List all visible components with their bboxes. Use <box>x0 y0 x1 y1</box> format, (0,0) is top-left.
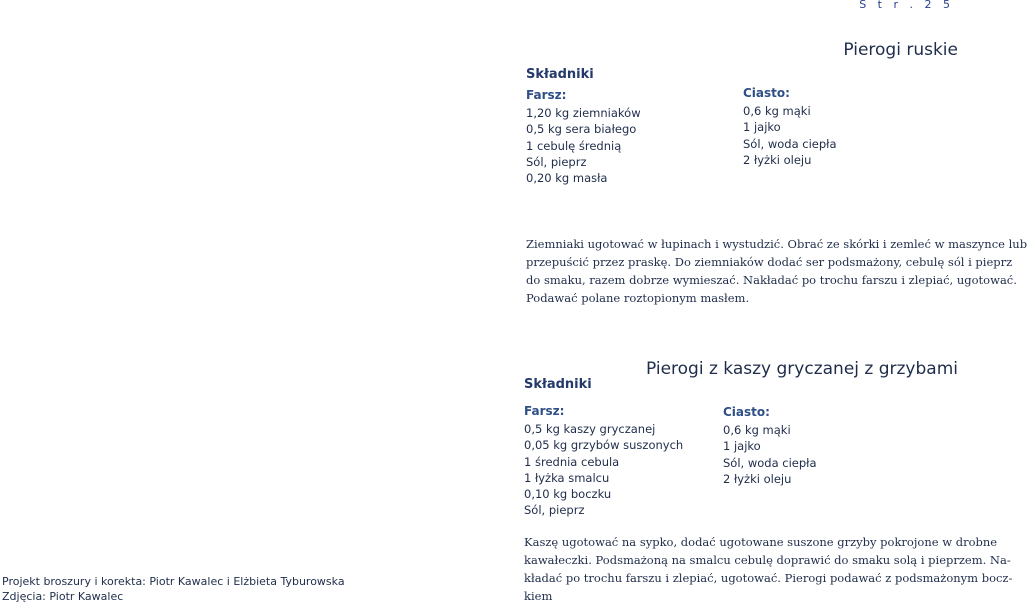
recipe-1-dough-heading: Ciasto: <box>743 86 790 100</box>
recipe-2-filling-heading: Farsz: <box>524 404 565 418</box>
list-item: 2 łyżki oleju <box>743 152 812 167</box>
list-item: 0,6 kg mąki <box>723 423 791 437</box>
list-item: Sól, pieprz <box>524 503 585 518</box>
list-item: 0,20 kg masła <box>526 171 608 186</box>
recipe-1-dough-list <box>743 103 837 168</box>
list-item: 1 łyżka smalcu <box>524 470 610 485</box>
recipe-2-dough-heading: Ciasto: <box>723 405 770 419</box>
recipe-1-filling-heading: Farsz: <box>526 88 567 102</box>
credits <box>2 575 345 604</box>
list-item: 0,5 kg kaszy gryczanej <box>524 422 656 436</box>
credits-photos: Zdjęcia: Piotr Kawalec <box>2 589 124 603</box>
method-line: kiem <box>524 589 553 603</box>
list-item: 0,05 kg grzybów suszonych <box>524 438 684 453</box>
list-item: Sól, woda ciepła <box>723 455 817 470</box>
list-item: 0,5 kg sera białego <box>526 122 637 137</box>
method-line: do smaku, razem dobrze wymieszać. Nakładać po trochu farszu i zlepiać, ugotować. <box>526 273 1017 287</box>
list-item: Sól, woda ciepła <box>743 136 837 151</box>
list-item: 2 łyżki oleju <box>723 471 792 486</box>
list-item: 1,20 kg ziemniaków <box>526 106 641 120</box>
page-number: S t r . 2 5 <box>859 0 954 11</box>
recipe-1-filling-list <box>526 105 641 186</box>
list-item: 0,10 kg boczku <box>524 487 612 502</box>
list-item: Sól, pieprz <box>526 154 587 169</box>
list-item: 1 jajko <box>743 120 781 135</box>
list-item: 1 jajko <box>723 439 761 454</box>
recipe-2-method <box>524 533 1013 605</box>
list-item: 0,6 kg mąki <box>743 104 811 118</box>
recipe-1-method <box>526 235 1027 307</box>
method-line: przepuścić przez praskę. Do ziemniaków dodać ser podsmażony, cebulę sól i pieprz <box>526 255 1013 269</box>
method-line: Kaszę ugotować na sypko, dodać ugotowane suszone grzyby pokrojone w drobne <box>524 535 998 549</box>
recipe-1-title: Pierogi ruskie <box>843 40 958 60</box>
recipe-2-title: Pierogi z kaszy gryczanej z grzybami <box>645 359 958 379</box>
method-line: Ziemniaki ugotować w łupinach i wystudzić. Obrać ze skórki i zemleć w maszynce lub <box>526 237 1027 251</box>
list-item: 1 cebulę średnią <box>526 138 622 153</box>
list-item: 1 średnia cebula <box>524 454 620 469</box>
method-line: kawałeczki. Podsmażoną na smalcu cebulę doprawić do smaku solą i pieprzem. Na- <box>524 553 1011 567</box>
recipe-2-dough-list <box>723 422 817 487</box>
recipe-2-filling-list <box>524 421 683 519</box>
method-line: kładać po trochu farszu i zlepiać, ugotować. Pierogi podawać z podsmażonym bocz- <box>524 571 1013 585</box>
method-line: Podawać polane roztopionym masłem. <box>526 291 750 305</box>
credits-design: Projekt broszury i korekta: Piotr Kawalec i Elżbieta Tyburowska <box>2 575 345 588</box>
recipe-1-ingredients-heading: Składniki <box>526 67 594 82</box>
recipe-2-ingredients-heading: Składniki <box>524 377 592 392</box>
